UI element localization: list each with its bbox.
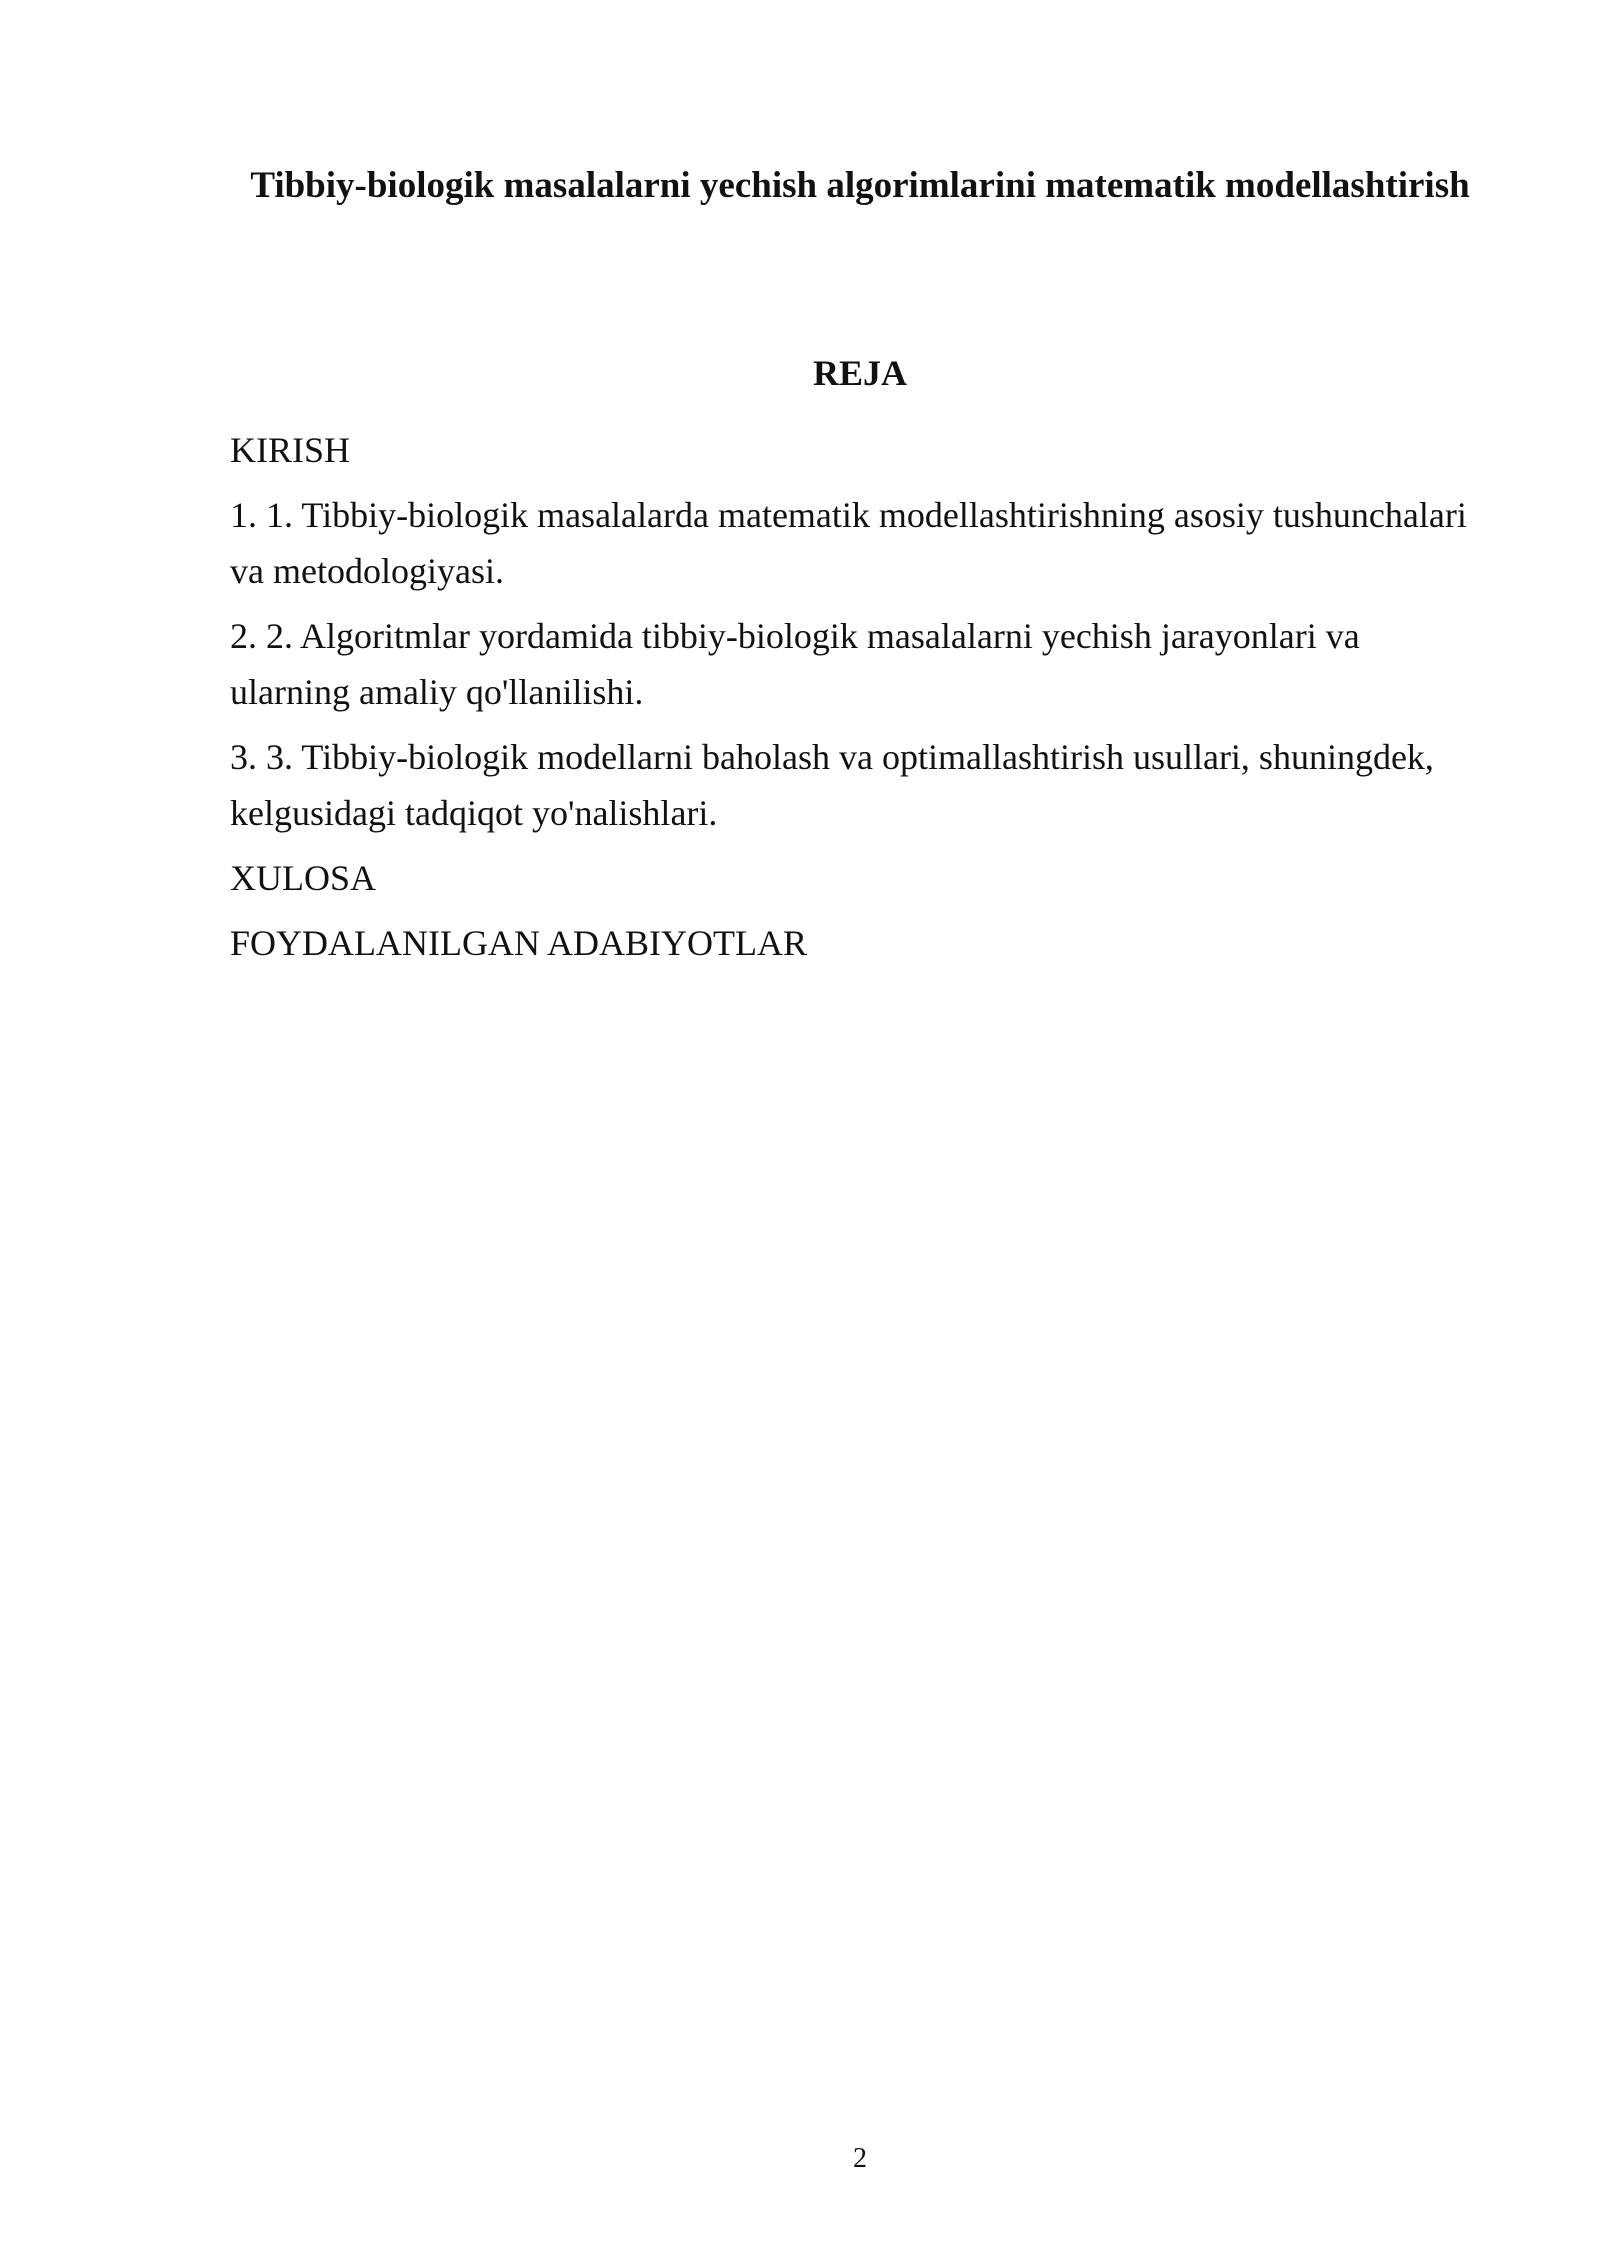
toc-item-chapter-3: 3. 3. Tibbiy-biologik modellarni baholash va optimallashtirish usullari, shuningdek, kelgusidagi tadqiqot yo'nalishlari. [230,737,1434,833]
plan-heading: REJA [812,353,907,393]
toc-item-references: FOYDALANILGAN ADABIYOTLAR [230,923,807,963]
document-title: Tibbiy-biologik masalalarni yechish algorimlarini matematik modellashtirish [250,165,1470,206]
table-of-contents [230,422,1470,980]
toc-item-chapter-1: 1. 1. Tibbiy-biologik masalalarda matematik modellashtirishning asosiy tushunchalari va metodologiyasi. [230,495,1467,591]
toc-item-conclusion: XULOSA [230,858,377,898]
toc-item-chapter-2: 2. 2. Algoritmlar yordamida tibbiy-biologik masalalarni yechish jarayonlari va ularning amaliy qo'llanilishi. [230,616,1360,712]
page-number: 2 [853,2143,867,2174]
toc-item-introduction: KIRISH [230,430,351,470]
